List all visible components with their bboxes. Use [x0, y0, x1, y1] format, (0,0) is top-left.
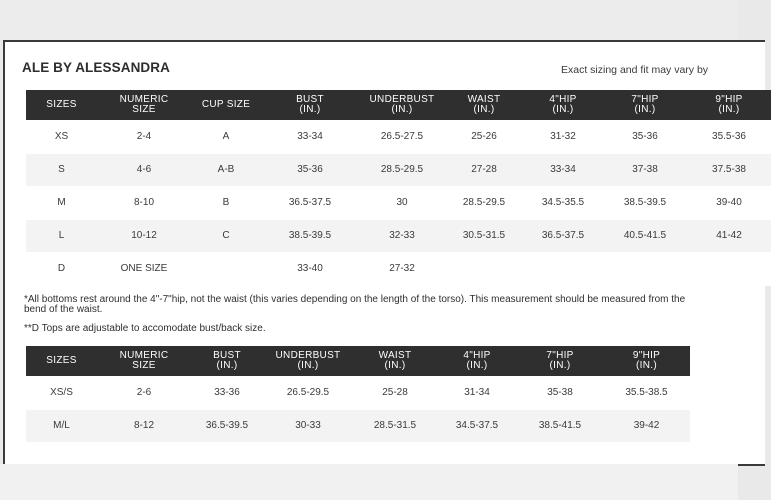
- table-cell: 2-4: [97, 120, 191, 153]
- table-cell: 36.5-39.5: [191, 409, 263, 442]
- table-cell: A: [191, 120, 261, 153]
- table-row: [26, 120, 771, 153]
- table-cell: [523, 252, 603, 285]
- table-cell: 36.5-37.5: [523, 219, 603, 252]
- table-cell: 26.5-29.5: [263, 376, 353, 409]
- background-top: [0, 0, 738, 40]
- table-cell: 8-12: [97, 409, 191, 442]
- table-cell: M: [26, 186, 97, 219]
- table-cell: 2-6: [97, 376, 191, 409]
- table-cell: [603, 252, 687, 285]
- column-header: 9"HIP (IN.): [687, 90, 771, 120]
- table-cell: 31-34: [437, 376, 517, 409]
- table-row: [26, 153, 771, 186]
- column-header: WAIST (IN.): [353, 346, 437, 376]
- table-cell: [445, 252, 523, 285]
- table-cell: [191, 252, 261, 285]
- table-cell: 30: [359, 186, 445, 219]
- table-cell: 25-28: [353, 376, 437, 409]
- table-cell: 35-38: [517, 376, 603, 409]
- table-cell: 39-42: [603, 409, 690, 442]
- table-cell: 35-36: [261, 153, 359, 186]
- table-cell: 35.5-38.5: [603, 376, 690, 409]
- table-cell: 27-28: [445, 153, 523, 186]
- table-cell: 34.5-37.5: [437, 409, 517, 442]
- table-row: [26, 376, 690, 409]
- column-header: NUMERIC SIZE: [97, 90, 191, 120]
- table-cell: 26.5-27.5: [359, 120, 445, 153]
- table-cell: M/L: [26, 409, 97, 442]
- column-header: NUMERIC SIZE: [97, 346, 191, 376]
- column-header: 9"HIP (IN.): [603, 346, 690, 376]
- table-cell: XS: [26, 120, 97, 153]
- tops-size-table: [26, 90, 771, 286]
- table-cell: 10-12: [97, 219, 191, 252]
- table-row: [26, 252, 771, 285]
- table-cell: D: [26, 252, 97, 285]
- table-cell: C: [191, 219, 261, 252]
- table-cell: 35-36: [603, 120, 687, 153]
- column-header: SIZES: [26, 90, 97, 120]
- table-cell: ONE SIZE: [97, 252, 191, 285]
- table-cell: 41-42: [687, 219, 771, 252]
- column-header: BUST (IN.): [191, 346, 263, 376]
- table-cell: 33-40: [261, 252, 359, 285]
- d-tops-note: **D Tops are adjustable to accomodate bust/back size.: [24, 323, 266, 334]
- table-cell: 30.5-31.5: [445, 219, 523, 252]
- table-cell: 38.5-39.5: [261, 219, 359, 252]
- table-row: [26, 219, 771, 252]
- bottoms-fit-note: *All bottoms rest around the 4"-7"hip, not the waist (this varies depending on the length of the torso). This measurement should be measured from the bend of the waist.: [24, 294, 686, 315]
- column-header: 7"HIP (IN.): [517, 346, 603, 376]
- table-header-row: [26, 90, 771, 120]
- table-cell: 30-33: [263, 409, 353, 442]
- table-cell: 8-10: [97, 186, 191, 219]
- table-cell: 31-32: [523, 120, 603, 153]
- table-cell: 34.5-35.5: [523, 186, 603, 219]
- table-cell: 37-38: [603, 153, 687, 186]
- bottoms-size-table: [26, 346, 690, 443]
- table-cell: 33-36: [191, 376, 263, 409]
- table-cell: 4-6: [97, 153, 191, 186]
- column-header: CUP SIZE: [191, 90, 261, 120]
- table-cell: XS/S: [26, 376, 97, 409]
- column-header: SIZES: [26, 346, 97, 376]
- table-cell: 36.5-37.5: [261, 186, 359, 219]
- table-cell: 33-34: [261, 120, 359, 153]
- table-cell: 38.5-41.5: [517, 409, 603, 442]
- table-cell: 32-33: [359, 219, 445, 252]
- fit-disclaimer: Exact sizing and fit may vary by: [561, 64, 709, 76]
- column-header: 7"HIP (IN.): [603, 90, 687, 120]
- column-header: 4"HIP (IN.): [523, 90, 603, 120]
- table-row: [26, 186, 771, 219]
- table-cell: 38.5-39.5: [603, 186, 687, 219]
- table-cell: 28.5-31.5: [353, 409, 437, 442]
- table-cell: [687, 252, 771, 285]
- table-header-row: [26, 346, 690, 376]
- table-cell: 33-34: [523, 153, 603, 186]
- table-cell: S: [26, 153, 97, 186]
- column-header: UNDERBUST (IN.): [263, 346, 353, 376]
- brand-title: ALE BY ALESSANDRA: [22, 60, 170, 75]
- column-header: BUST (IN.): [261, 90, 359, 120]
- table-cell: 37.5-38: [687, 153, 771, 186]
- background-bottom: [0, 464, 738, 500]
- table-cell: 25-26: [445, 120, 523, 153]
- table-cell: 40.5-41.5: [603, 219, 687, 252]
- table-cell: 39-40: [687, 186, 771, 219]
- table-cell: 28.5-29.5: [445, 186, 523, 219]
- table-row: [26, 409, 690, 442]
- column-header: WAIST (IN.): [445, 90, 523, 120]
- table-cell: L: [26, 219, 97, 252]
- table-cell: 35.5-36: [687, 120, 771, 153]
- column-header: UNDERBUST (IN.): [359, 90, 445, 120]
- table-cell: 27-32: [359, 252, 445, 285]
- table-cell: 28.5-29.5: [359, 153, 445, 186]
- table-cell: A-B: [191, 153, 261, 186]
- column-header: 4"HIP (IN.): [437, 346, 517, 376]
- table-cell: B: [191, 186, 261, 219]
